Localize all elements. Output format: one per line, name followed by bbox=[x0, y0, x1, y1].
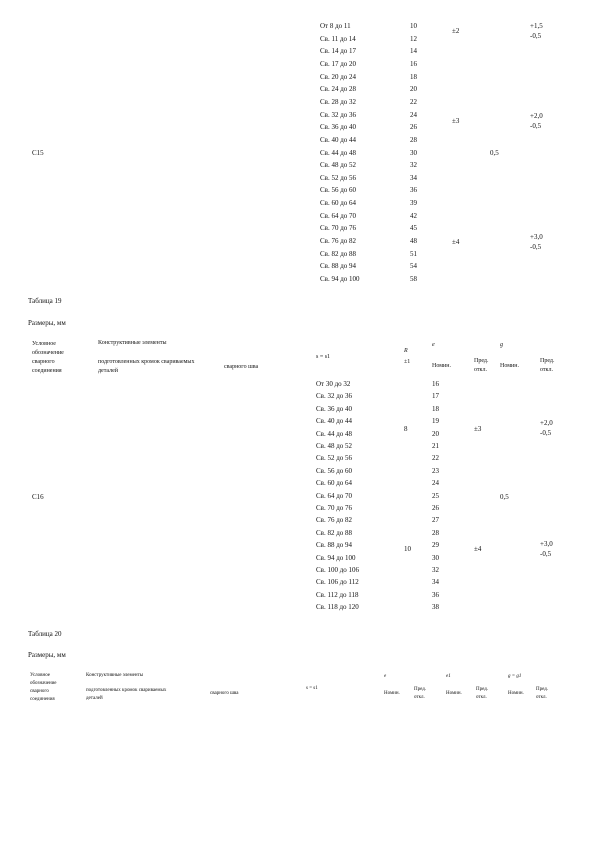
table20-header-weld: сварного шва bbox=[210, 691, 239, 696]
value-cell: 30 bbox=[432, 553, 439, 562]
table19-header-designation: Условное обозначение сварного соединения bbox=[32, 341, 64, 374]
table19-header-e: e bbox=[432, 342, 435, 348]
range-cell: Св. 40 до 44 bbox=[320, 135, 357, 144]
range-cell: Св. 44 до 48 bbox=[320, 148, 357, 157]
value-cell: 20 bbox=[410, 85, 417, 94]
value-cell: 10 bbox=[410, 22, 417, 30]
value-cell: 22 bbox=[410, 97, 417, 106]
range-cell: Св. 60 до 64 bbox=[316, 479, 353, 488]
table20-header-structural: Конструктивные элементы bbox=[86, 673, 144, 678]
c16-e-tol-2: ±4 bbox=[474, 545, 482, 553]
range-cell: Св. 48 до 52 bbox=[320, 161, 357, 170]
c15-e-tol-3: ±4 bbox=[452, 238, 460, 246]
value-cell: 26 bbox=[410, 123, 417, 132]
value-cell: 30 bbox=[410, 148, 417, 157]
table19-header-R-tol: ±1 bbox=[404, 359, 411, 365]
c15-g-tol-3-upper: +3,0 bbox=[530, 233, 543, 241]
value-cell: 21 bbox=[432, 442, 439, 450]
value-cell: 24 bbox=[410, 110, 417, 119]
range-cell: Св. 11 до 14 bbox=[320, 34, 356, 43]
c16-g-tol-1-lower: -0,5 bbox=[540, 429, 552, 437]
value-cell: 26 bbox=[432, 504, 439, 512]
range-cell: Св. 52 до 56 bbox=[320, 173, 357, 182]
table19-header-structural: Конструктивные элементы bbox=[98, 340, 167, 346]
table20-header-e1-nominal: Номин. bbox=[446, 691, 462, 696]
c16-g-tol-2-lower: -0,5 bbox=[540, 550, 552, 558]
value-cell: 20 bbox=[432, 429, 439, 438]
c15-g-tol-3-lower: -0,5 bbox=[530, 243, 542, 251]
value-cell: 23 bbox=[432, 466, 439, 475]
range-cell: Св. 17 до 20 bbox=[320, 59, 357, 68]
c16-R-value-2: 10 bbox=[404, 545, 411, 553]
c15-designation: С15 bbox=[32, 149, 44, 157]
c15-g-tol-2-lower: -0,5 bbox=[530, 122, 542, 130]
c16-g-tol-2-upper: +3,0 bbox=[540, 540, 553, 548]
c15-g-tol-2-upper: +2,0 bbox=[530, 112, 543, 120]
value-cell: 58 bbox=[410, 275, 417, 283]
value-cell: 38 bbox=[432, 603, 439, 612]
table20-header-e-nominal: Номин. bbox=[384, 691, 400, 696]
value-cell: 48 bbox=[410, 237, 417, 246]
value-cell: 12 bbox=[410, 34, 417, 43]
range-cell: Св. 88 до 94 bbox=[316, 541, 353, 550]
range-cell: Св. 28 до 32 bbox=[320, 97, 357, 106]
range-cell: Св. 56 до 60 bbox=[316, 466, 353, 475]
range-cell: Св. 70 до 76 bbox=[320, 224, 357, 233]
range-cell: Св. 64 до 70 bbox=[316, 491, 353, 500]
range-cell: Св. 106 до 112 bbox=[316, 578, 359, 587]
range-cell: Св. 44 до 48 bbox=[316, 429, 353, 438]
table19-header-g-deviation: Пред. откл. bbox=[540, 358, 555, 373]
c15-g-tol-1-lower: -0,5 bbox=[530, 32, 542, 40]
range-cell: От 30 до 32 bbox=[316, 380, 351, 388]
table20-header-e1: e1 bbox=[446, 674, 451, 679]
range-cell: Св. 94 до 100 bbox=[320, 275, 360, 283]
range-cell: Св. 52 до 56 bbox=[316, 454, 353, 463]
table19-header-e-deviation: Пред. откл. bbox=[474, 358, 489, 373]
value-cell: 36 bbox=[410, 186, 417, 195]
table20-header-g-nominal: Номин. bbox=[508, 691, 524, 696]
value-cell: 16 bbox=[432, 380, 439, 388]
c16-g-nominal: 0,5 bbox=[500, 493, 509, 501]
value-cell: 42 bbox=[410, 211, 417, 220]
range-cell: Св. 20 до 24 bbox=[320, 72, 357, 81]
value-cell: 54 bbox=[410, 262, 417, 271]
range-cell: Св. 76 до 82 bbox=[316, 516, 353, 525]
table20-header-e-deviation: Пред. откл. bbox=[414, 687, 427, 700]
range-cell: Св. 48 до 52 bbox=[316, 442, 353, 450]
range-cell: Св. 82 до 88 bbox=[320, 249, 357, 258]
table19-header-g: g bbox=[500, 342, 503, 348]
table19-caption: Таблица 19 bbox=[28, 297, 62, 305]
table20-header-e1-deviation: Пред. откл. bbox=[476, 687, 489, 700]
value-cell: 14 bbox=[410, 47, 417, 56]
table20-caption: Таблица 20 bbox=[28, 630, 62, 638]
c16-R-value-1: 8 bbox=[404, 425, 408, 433]
c15-e-tol-2: ±3 bbox=[452, 117, 460, 125]
table19-header-prepared-edges: подготовленных кромок свариваемых деталей bbox=[98, 359, 195, 374]
range-cell: Св. 36 до 40 bbox=[320, 123, 357, 132]
value-cell: 19 bbox=[432, 417, 439, 426]
value-cell: 22 bbox=[432, 454, 439, 463]
range-cell: Св. 40 до 44 bbox=[316, 417, 353, 426]
range-cell: Св. 32 до 36 bbox=[320, 110, 357, 119]
range-cell: Св. 64 до 70 bbox=[320, 211, 357, 220]
value-cell: 34 bbox=[432, 578, 439, 587]
value-cell: 16 bbox=[410, 59, 417, 68]
table20-header-prepared-edges: подготовленных кромок свариваемых деталей bbox=[86, 688, 167, 701]
table19-header-e-nominal: Номин. bbox=[432, 363, 451, 369]
value-cell: 34 bbox=[410, 173, 417, 182]
range-cell: Св. 24 до 28 bbox=[320, 85, 357, 94]
c15-e-tol-1: ±2 bbox=[452, 27, 460, 35]
value-cell: 32 bbox=[410, 161, 417, 170]
value-cell: 39 bbox=[410, 199, 417, 208]
c15-g-nominal: 0,5 bbox=[490, 149, 499, 157]
range-cell: Св. 118 до 120 bbox=[316, 603, 359, 612]
table20-header-g-g1: g = g1 bbox=[508, 674, 522, 679]
value-cell: 18 bbox=[410, 72, 417, 81]
c16-g-tol-1-upper: +2,0 bbox=[540, 419, 553, 427]
range-cell: Св. 32 до 36 bbox=[316, 392, 353, 401]
range-cell: Св. 36 до 40 bbox=[316, 404, 353, 413]
value-cell: 51 bbox=[410, 249, 417, 258]
value-cell: 18 bbox=[432, 404, 439, 413]
value-cell: 32 bbox=[432, 566, 439, 574]
range-cell: Св. 82 до 88 bbox=[316, 528, 353, 537]
range-cell: Св. 76 до 82 bbox=[320, 237, 357, 246]
value-cell: 24 bbox=[432, 479, 439, 488]
range-cell: Св. 60 до 64 bbox=[320, 199, 357, 208]
table20-header-s: s = s1 bbox=[306, 686, 318, 691]
table19-header-g-nominal: Номин. bbox=[500, 363, 519, 369]
value-cell: 27 bbox=[432, 516, 439, 525]
value-cell: 28 bbox=[410, 135, 417, 144]
range-cell: Св. 14 до 17 bbox=[320, 47, 357, 56]
table20-header-designation: Условное обозначение сварного соединения bbox=[30, 673, 57, 702]
c16-designation: С16 bbox=[32, 493, 44, 501]
range-cell: Св. 112 до 118 bbox=[316, 590, 359, 599]
table19-header-s: s = s1 bbox=[316, 354, 331, 360]
table19-units: Размеры, мм bbox=[28, 319, 66, 327]
c16-e-tol-1: ±3 bbox=[474, 425, 482, 433]
value-cell: 36 bbox=[432, 590, 439, 599]
table20-header-e: e bbox=[384, 674, 387, 679]
table20-units: Размеры, мм bbox=[28, 651, 66, 659]
c15-g-tol-1-upper: +1,5 bbox=[530, 22, 543, 30]
range-cell: Св. 70 до 76 bbox=[316, 504, 353, 512]
range-cell: Св. 94 до 100 bbox=[316, 553, 356, 562]
value-cell: 29 bbox=[432, 541, 439, 550]
range-cell: От 8 до 11 bbox=[320, 22, 351, 30]
value-cell: 45 bbox=[410, 224, 417, 233]
range-cell: Св. 100 до 106 bbox=[316, 566, 360, 574]
table20-header-g-deviation: Пред. откл. bbox=[536, 687, 549, 700]
table19-header-R: R bbox=[404, 348, 408, 354]
table19-header-weld: сварного шва bbox=[224, 364, 259, 370]
value-cell: 17 bbox=[432, 392, 439, 401]
range-cell: Св. 88 до 94 bbox=[320, 262, 357, 271]
value-cell: 25 bbox=[432, 491, 439, 500]
value-cell: 28 bbox=[432, 528, 439, 537]
range-cell: Св. 56 до 60 bbox=[320, 186, 357, 195]
